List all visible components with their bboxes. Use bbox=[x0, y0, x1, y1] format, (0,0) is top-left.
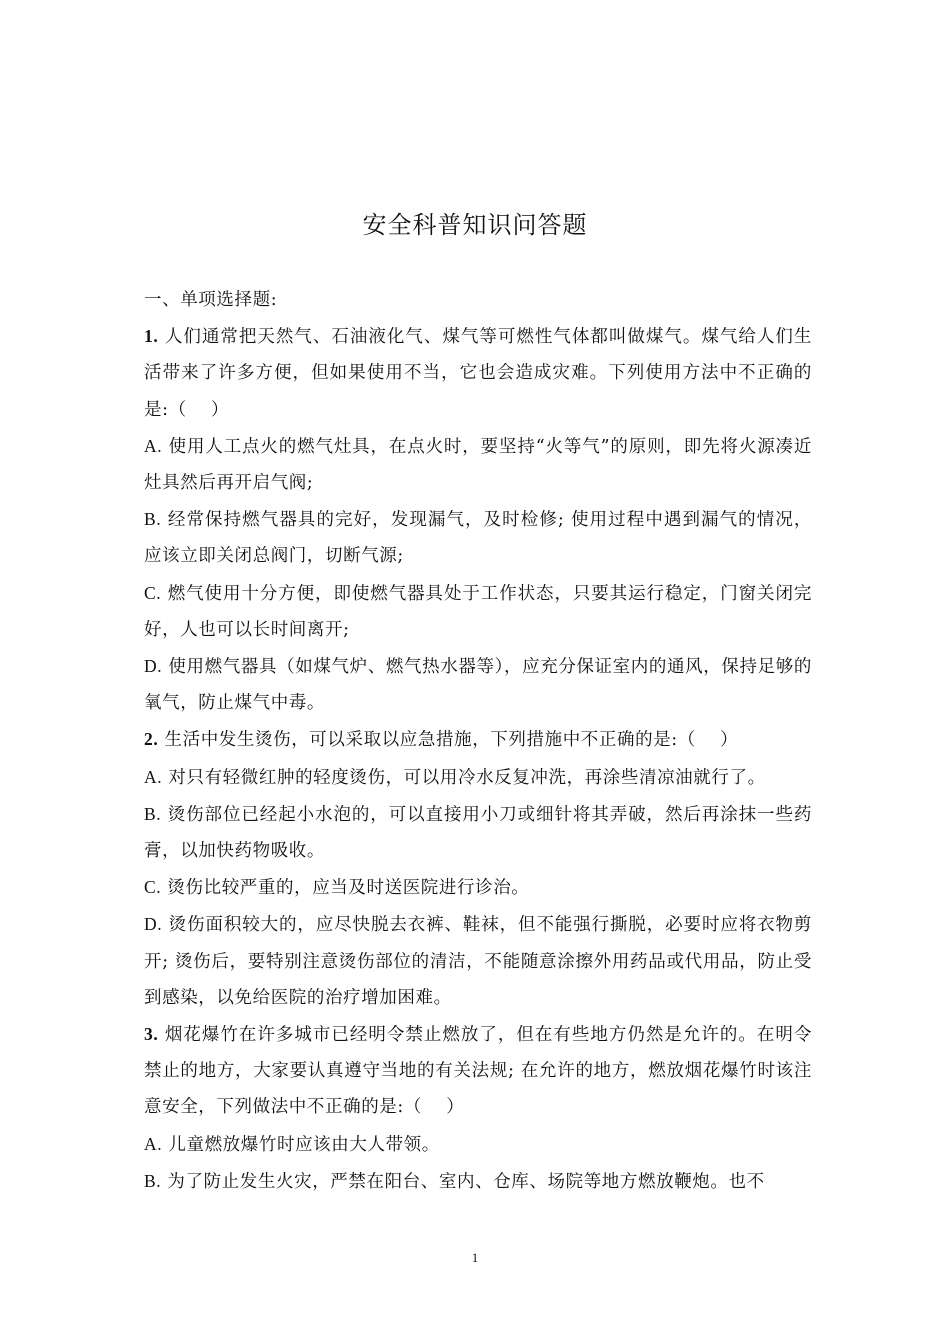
answer-option bbox=[144, 1126, 812, 1163]
option-letter: D. bbox=[144, 656, 163, 677]
option-text: 使用燃气器具（如煤气炉、燃气热水器等），应充分保证室内的通风，保持足够的氧气，防止煤气中毒。 bbox=[144, 657, 812, 714]
question-stem bbox=[144, 721, 812, 758]
option-letter: D. bbox=[144, 914, 163, 935]
option-letter: B. bbox=[144, 509, 162, 530]
answer-option bbox=[144, 1163, 812, 1200]
option-text: 烫伤比较严重的，应当及时送医院进行诊治。 bbox=[161, 878, 530, 899]
option-text: 使用人工点火的燃气灶具，在点火时，要坚持“火等气”的原则，即先将火源凑近灶具然后再开启气阀; bbox=[144, 436, 812, 494]
question-text: 生活中发生烫伤，可以采取以应急措施，下列措施中不正确的是:（ ） bbox=[158, 730, 739, 751]
answer-option bbox=[144, 428, 812, 501]
document-body bbox=[144, 282, 812, 1200]
option-text: 烫伤部位已经起小水泡的，可以直接用小刀或细针将其弄破，然后再涂抹一些药膏，以加快药物吸收。 bbox=[144, 804, 812, 862]
answer-option bbox=[144, 906, 812, 1016]
question-text: 烟花爆竹在许多城市已经明令禁止燃放了，但在有些地方仍然是允许的。在明令禁止的地方，大家要认真遵守当地的有关法规; 在允许的地方，燃放烟花爆竹时该注意安全，下列做法中不正确的是:（ ） bbox=[144, 1025, 812, 1118]
document-title: 安全科普知识问答题 bbox=[362, 211, 588, 239]
answer-option bbox=[144, 796, 812, 869]
option-text: 烫伤面积较大的，应尽快脱去衣裤、鞋袜，但不能强行撕脱，必要时应将衣物剪开; 烫伤后，要特别注意烫伤部位的清洁，不能随意涂擦外用药品或代用品，防止受到感染，以免给医院的治疗增加困难。 bbox=[144, 915, 812, 1008]
question-number: 1. bbox=[144, 326, 159, 347]
answer-option bbox=[144, 501, 812, 574]
option-letter: A. bbox=[144, 1133, 163, 1154]
option-text: 对只有轻微红肿的轻度烫伤，可以用冷水反复冲洗，再涂些清凉油就行了。 bbox=[162, 767, 766, 788]
question-text: 人们通常把天然气、石油液化气、煤气等可燃性气体都叫做煤气。煤气给人们生活带来了许多方便，但如果使用不当，它也会造成灾难。下列使用方法中不正确的是:（ ） bbox=[144, 327, 812, 420]
option-letter: C. bbox=[144, 582, 162, 603]
option-text: 燃气使用十分方便，即使燃气器具处于工作状态，只要其运行稳定，门窗关闭完好，人也可以长时间离开; bbox=[144, 583, 812, 640]
question-number: 2. bbox=[144, 729, 159, 750]
answer-option bbox=[144, 648, 812, 721]
option-letter: B. bbox=[144, 803, 162, 824]
option-letter: B. bbox=[144, 1170, 162, 1191]
option-letter: A. bbox=[144, 435, 163, 456]
section-heading: 一、单项选择题: bbox=[144, 290, 278, 310]
option-text: 儿童燃放爆竹时应该由大人带领。 bbox=[162, 1134, 440, 1155]
answer-option bbox=[144, 869, 812, 906]
page-number: 1 bbox=[471, 1250, 479, 1265]
question-stem bbox=[144, 318, 812, 428]
question-stem bbox=[144, 1016, 812, 1126]
option-letter: A. bbox=[144, 766, 163, 787]
answer-option bbox=[144, 575, 812, 648]
option-text: 为了防止发生火灾，严禁在阳台、室内、仓库、场院等地方燃放鞭炮。也不 bbox=[161, 1171, 765, 1192]
answer-option bbox=[144, 759, 812, 796]
option-text: 经常保持燃气器具的完好，发现漏气，及时检修; 使用过程中遇到漏气的情况，应该立即关闭总阀门，切断气源; bbox=[144, 510, 812, 567]
question-number: 3. bbox=[144, 1024, 159, 1045]
option-letter: C. bbox=[144, 877, 162, 898]
